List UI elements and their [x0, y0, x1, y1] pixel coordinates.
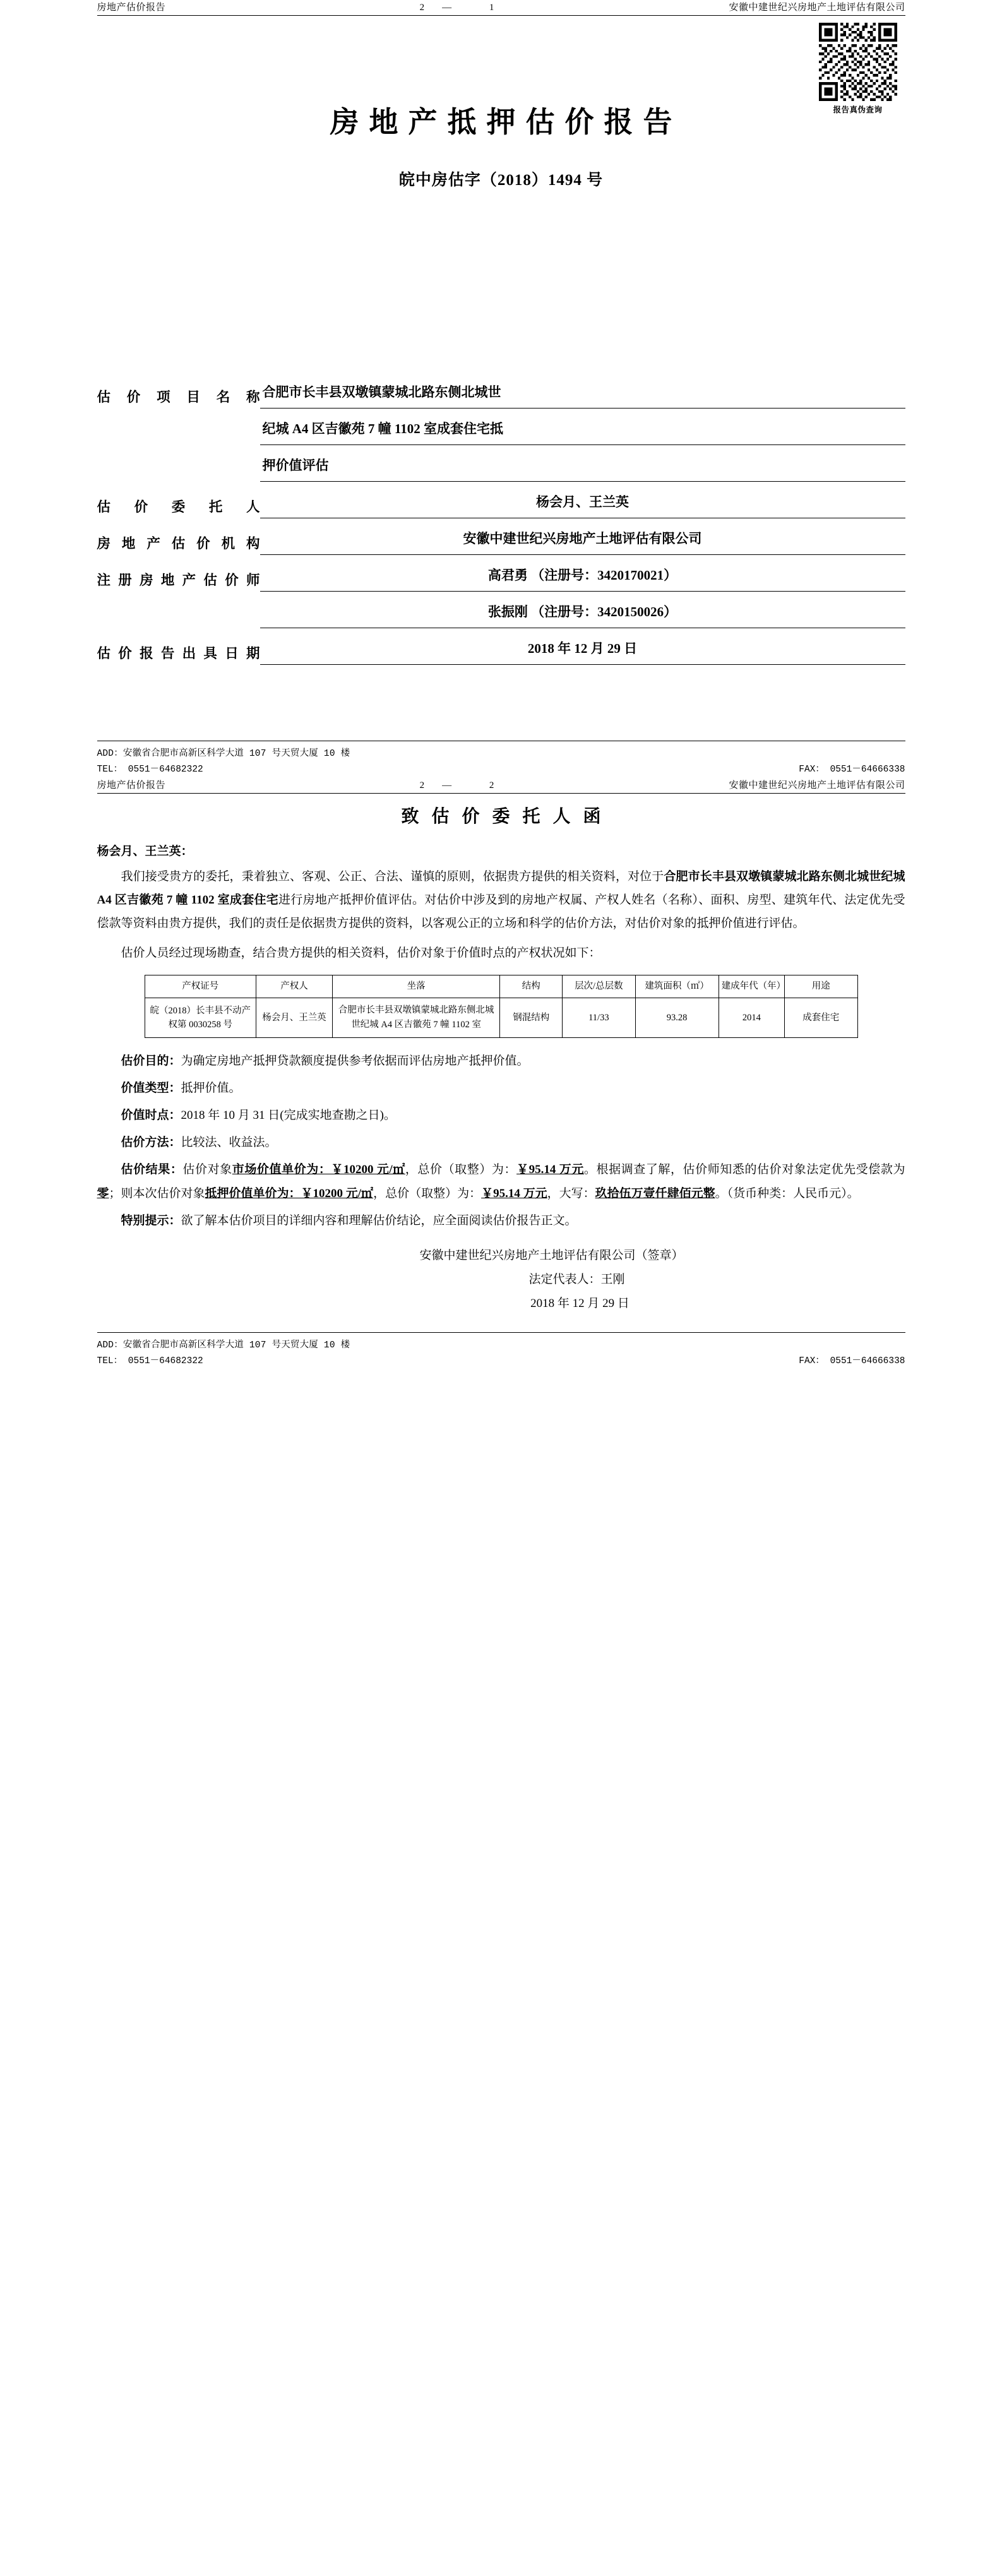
result-text-1: 估价对象 — [182, 1163, 232, 1177]
td-owner: 杨会月、王兰英 — [256, 998, 333, 1037]
para1-part-c: 进行房地产抵押价值评估。对估价中涉及到的房地产权属、产权人姓名（名称）、面积、房型、建筑年代、法定优先受偿款等资料由贵方提供，我们的责任是依据贵方提供的资料，以客观公正的立场和科学的估价方法，对估价对象的抵押价值进行评估。 — [97, 893, 905, 931]
table-header-row — [145, 975, 857, 998]
footer-address-value: 安徽省合肥市高新区科学大道 107 号天贸大厦 10 楼 — [122, 748, 350, 759]
letter-title: 致估价委托人函 — [401, 807, 614, 827]
th-floor: 层次/总层数 — [563, 975, 635, 998]
result-mortgage-unit-price: 抵押价值单价为：￥10200 元/㎡ — [205, 1186, 374, 1200]
field-value-appraisal-institution: 安徽中建世纪兴房地产土地评估有限公司 — [260, 526, 905, 555]
footer-address-label: ADD： — [97, 748, 123, 759]
field-value-appraiser-1: 高君勇 （注册号：3420170021） — [260, 563, 905, 592]
footer-tel: TEL： 0551－64682322 — [97, 764, 203, 775]
field-label-appraisal-institution: 房地产估价机构 — [97, 535, 260, 551]
page-title: 房地产抵押估价报告 — [330, 106, 683, 138]
header-company-name-p2: 安徽中建世纪兴房地产土地评估有限公司 — [729, 780, 905, 791]
field-value-project-name-line2: 纪城 A4 区吉徽苑 7 幢 1102 室成套住宅抵 — [260, 416, 905, 445]
result-market-unit-price: 市场价值单价为：￥10200 元/㎡ — [232, 1163, 405, 1177]
item-special-note-key: 特别提示： — [121, 1213, 181, 1227]
header-page-number-p2: 2— 2 — [419, 780, 512, 791]
result-text-5: ，总价（取整）为： — [373, 1186, 482, 1200]
field-appraisal-institution — [97, 526, 905, 555]
field-label-appraisers: 注册房地产估价师 — [97, 572, 260, 588]
field-project-name-line3 — [97, 453, 905, 482]
item-method-key: 估价方法： — [121, 1136, 181, 1150]
td-certificate-no: 皖（2018）长丰县不动产权第 0030258 号 — [145, 998, 256, 1037]
signature-date: 2018 年 12 月 29 日 — [530, 1296, 629, 1310]
th-structure: 结构 — [500, 975, 563, 998]
property-table — [145, 975, 858, 1038]
th-usage: 用途 — [785, 975, 858, 998]
para1-part-a: 我们接受贵方的委托，秉着独立、客观、公正、合法、谨慎的原则，依据贵方提供的相关资料，对位于 — [121, 870, 664, 884]
footer-tel-p2: TEL： 0551－64682322 — [97, 1356, 203, 1366]
signature-block — [97, 1244, 905, 1316]
footer-address-label-p2: ADD： — [97, 1340, 123, 1351]
footer-address-p2 — [97, 1338, 905, 1354]
item-value-type-key: 价值类型： — [121, 1082, 181, 1095]
footer-fax: FAX： 0551－64666338 — [799, 764, 905, 775]
field-project-name-line2 — [97, 416, 905, 445]
qr-code-block — [811, 23, 905, 115]
footer-fax-p2: FAX： 0551－64666338 — [799, 1356, 905, 1366]
header-company-name: 安徽中建世纪兴房地产土地评估有限公司 — [729, 3, 905, 13]
footer-address-value-p2: 安徽省合肥市高新区科学大道 107 号天贸大厦 10 楼 — [122, 1340, 350, 1351]
letter-paragraph-2: 估价人员经过现场勘查，结合贵方提供的相关资料，估价对象于价值时点的产权状况如下： — [121, 946, 601, 960]
result-text-2: ，总价（取整）为： — [405, 1163, 517, 1177]
item-method-value: 比较法、收益法。 — [181, 1136, 277, 1150]
field-appraiser-1 — [97, 563, 905, 592]
page-2 — [0, 778, 1002, 1369]
field-issue-date — [97, 636, 905, 665]
item-purpose-key: 估价目的： — [121, 1054, 181, 1068]
item-result-key: 估价结果： — [121, 1163, 183, 1177]
item-purpose-value: 为确定房地产抵押贷款额度提供参考依据而评估房地产抵押价值。 — [181, 1054, 529, 1068]
header-left-text: 房地产估价报告 — [97, 3, 166, 13]
result-text-4: ；则本次估价对象 — [109, 1186, 205, 1200]
letter-paragraph-1 — [97, 865, 905, 935]
qr-code-icon — [819, 23, 897, 101]
field-value-project-name-line3: 押价值评估 — [260, 453, 905, 482]
field-value-issue-date: 2018 年 12 月 29 日 — [260, 636, 905, 665]
letter-salutation: 杨会月、王兰英： — [97, 845, 193, 859]
header-left-text-p2: 房地产估价报告 — [97, 780, 166, 791]
page-1 — [0, 0, 1002, 778]
item-special-note — [97, 1209, 905, 1232]
field-label-project-name: 估价项目名称 — [97, 389, 260, 405]
result-priority-claims: 零 — [97, 1186, 109, 1200]
document-number: 皖中房估字（2018）1494 号 — [398, 172, 604, 189]
result-amount-in-words: 玖拾伍万壹仟肆佰元整 — [595, 1186, 715, 1200]
qr-caption: 报告真伪查询 — [833, 105, 883, 114]
field-label-client: 估价委托人 — [97, 499, 260, 515]
td-year-built: 2014 — [719, 998, 784, 1037]
field-value-client: 杨会月、王兰英 — [260, 489, 905, 518]
th-location: 坐落 — [333, 975, 500, 998]
result-text-6: ，大写： — [547, 1186, 595, 1200]
td-floor: 11/33 — [563, 998, 635, 1037]
th-certificate-no: 产权证号 — [145, 975, 256, 998]
field-label-issue-date: 估价报告出具日期 — [97, 645, 260, 661]
th-area: 建筑面积（㎡） — [635, 975, 719, 998]
result-text-3: 。根据调查了解，估价师知悉的估价对象法定优先受偿款为 — [583, 1163, 905, 1177]
item-value-date — [97, 1104, 905, 1127]
cover-fields — [97, 379, 905, 665]
item-value-date-value: 2018 年 10 月 31 日(完成实地查勘之日)。 — [181, 1109, 396, 1123]
th-owner: 产权人 — [256, 975, 333, 998]
header-page-number: 2— 1 — [419, 3, 512, 13]
field-value-appraiser-2: 张振刚 （注册号：3420150026） — [260, 599, 905, 628]
td-usage: 成套住宅 — [785, 998, 858, 1037]
item-purpose — [97, 1049, 905, 1073]
table-row — [145, 998, 857, 1037]
running-header-page2 — [97, 778, 905, 794]
item-method — [97, 1131, 905, 1154]
result-mortgage-total-price: ￥95.14 万元 — [481, 1186, 547, 1200]
item-value-date-key: 价值时点： — [121, 1109, 181, 1123]
field-project-name — [97, 379, 905, 408]
footer-address — [97, 746, 905, 762]
signature-legal-representative: 法定代表人：王刚 — [528, 1272, 625, 1286]
field-appraiser-2 — [97, 599, 905, 628]
th-year-built: 建成年代（年） — [719, 975, 784, 998]
running-footer-page2 — [97, 1332, 905, 1370]
para1-property-address: 合肥市长丰县双墩镇蒙城北路东侧北城世纪城 A4 区吉徽苑 7 幢 1102 室成套住宅 — [97, 870, 905, 907]
item-value-type — [97, 1076, 905, 1100]
signature-company: 安徽中建世纪兴房地产土地评估有限公司（签章） — [419, 1248, 684, 1262]
result-market-total-price: ￥95.14 万元 — [516, 1163, 584, 1177]
item-special-note-value: 欲了解本估价项目的详细内容和理解估价结论，应全面阅读估价报告正文。 — [181, 1213, 577, 1227]
item-value-type-value: 抵押价值。 — [181, 1082, 241, 1095]
td-structure: 钢混结构 — [500, 998, 563, 1037]
item-result — [97, 1158, 905, 1205]
result-text-7: 。（货币种类：人民币元）。 — [715, 1186, 859, 1200]
running-header-page1 — [97, 0, 905, 16]
td-area: 93.28 — [635, 998, 719, 1037]
field-value-project-name-line1: 合肥市长丰县双墩镇蒙城北路东侧北城世 — [260, 379, 905, 408]
running-footer-page1 — [97, 741, 905, 778]
td-location: 合肥市长丰县双墩镇蒙城北路东侧北城世纪城 A4 区吉徽苑 7 幢 1102 室 — [333, 998, 500, 1037]
field-client — [97, 489, 905, 518]
